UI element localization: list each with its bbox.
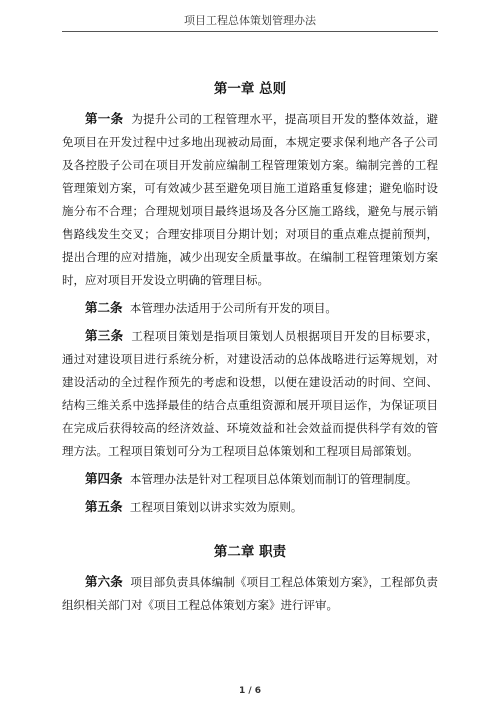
article-5 bbox=[62, 495, 438, 519]
article-text: 工程项目策划以讲求实效为原则。 bbox=[129, 500, 303, 514]
article-text: 本管理办法适用于公司所有开发的项目。 bbox=[129, 301, 337, 315]
chapter-1-title: 第一章 总则 bbox=[213, 81, 287, 97]
article-label: 第一条 bbox=[85, 111, 124, 126]
header-divider bbox=[62, 31, 438, 32]
article-label: 第四条 bbox=[85, 471, 123, 486]
article-label: 第二条 bbox=[85, 300, 123, 315]
chapter-2-title: 第二章 职责 bbox=[213, 544, 287, 560]
article-text: 工程项目策划是指项目策划人员根据项目开发的目标要求，通过对建设项目进行系统分析，对建设活动的总体战略进行运筹规划，对建设活动的全过程作预先的考虑和设想，以便在建设活动的时间、空间、结构三维关系中选择最佳的结合点重组资源和展开项目运作，为保证项目在完成后获得较高的经济效益、环境效益和社会效益而提供科学有效的管理方法。工程项目策划可分为工程项目总体策划和工程项目局部策划。 bbox=[62, 329, 438, 458]
article-text: 本管理办法是针对工程项目总体策划而制订的管理制度。 bbox=[129, 472, 418, 486]
article-3 bbox=[62, 324, 438, 463]
article-2 bbox=[62, 296, 438, 320]
page-number: 1 / 6 bbox=[238, 686, 262, 696]
running-header: 项目工程总体策划管理办法 bbox=[184, 14, 316, 27]
article-text: 为提升公司的工程管理水平，提高项目开发的整体效益，避免项目在开发过程中过多地出现被动局面，本规定要求保利地产各子公司及各控股子公司在项目开发前应编制工程管理策划方案。编制完善的工程管理策划方案，可有效减少甚至避免项目施工道路重复修建；避免临时设施分布不合理；合理规划项目最终退场及各分区施工路线，避免与展示销售路线发生交叉；合理安排项目分期计划；对项目的重点难点提前预判，提出合理的应对措施，减少出现安全质量事故。在编制工程管理策划方案时，应对项目开发设立明确的管理目标。 bbox=[62, 112, 438, 287]
article-label: 第六条 bbox=[85, 574, 123, 589]
article-1 bbox=[62, 107, 438, 292]
article-label: 第五条 bbox=[85, 499, 123, 514]
article-4 bbox=[62, 467, 438, 491]
article-label: 第三条 bbox=[85, 328, 124, 343]
document-body bbox=[62, 78, 438, 621]
article-6 bbox=[62, 570, 438, 617]
article-text: 项目部负责具体编制《项目工程总体策划方案》，工程部负责组织相关部门对《项目工程总体策划方案》进行评审。 bbox=[62, 575, 439, 612]
